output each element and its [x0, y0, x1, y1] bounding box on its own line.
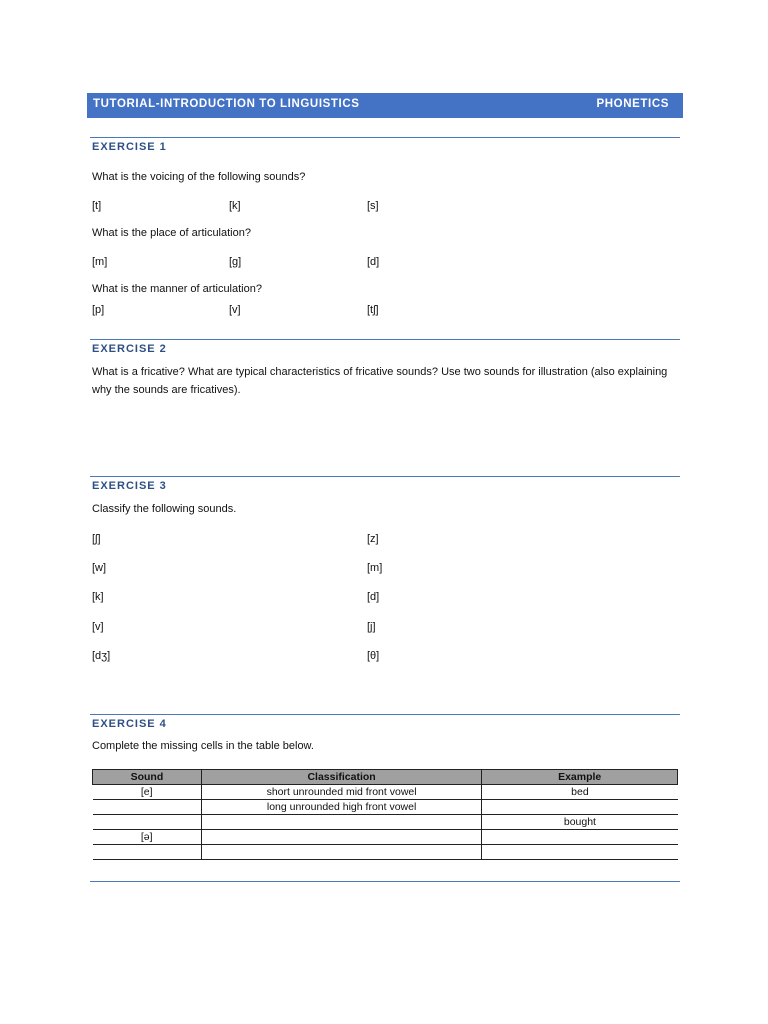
sound: [d] [367, 256, 380, 268]
sound: [m] [92, 256, 108, 268]
table-row [93, 800, 678, 815]
sound: [w] [92, 562, 107, 574]
table-header-row [93, 770, 678, 785]
exercise-1-question-place: What is the place of articulation? [92, 227, 251, 239]
divider [90, 339, 680, 340]
cell-sound[interactable] [93, 845, 202, 860]
cell-sound[interactable] [93, 815, 202, 830]
exercise-4-title: EXERCISE 4 [92, 718, 167, 730]
cell-example: bed [482, 785, 678, 800]
vowel-table [92, 769, 678, 860]
divider [90, 881, 680, 882]
cell-example[interactable] [482, 800, 678, 815]
cell-classification: short unrounded mid front vowel [201, 785, 482, 800]
exercise-4-instruction: Complete the missing cells in the table below. [92, 740, 314, 752]
table-row [93, 815, 678, 830]
sound: [k] [92, 591, 104, 603]
cell-example[interactable] [482, 845, 678, 860]
cell-classification[interactable] [201, 830, 482, 845]
sound: [g] [229, 256, 242, 268]
sound: [v] [229, 304, 241, 316]
cell-example[interactable] [482, 830, 678, 845]
divider [90, 476, 680, 477]
topic-title: PHONETICS [596, 98, 669, 110]
sound: [ʃ] [92, 533, 101, 545]
sound: [dʒ] [92, 650, 111, 662]
cell-sound[interactable] [93, 800, 202, 815]
exercise-3-instruction: Classify the following sounds. [92, 503, 237, 515]
cell-classification[interactable] [201, 815, 482, 830]
sound: [tʃ] [367, 304, 379, 316]
cell-classification[interactable] [201, 845, 482, 860]
sound: [s] [367, 200, 379, 212]
sound: [p] [92, 304, 105, 316]
sound: [j] [367, 621, 376, 633]
header-banner [87, 93, 683, 118]
exercise-2-text: What is a fricative? What are typical characteristics of fricative sounds? Use two sounds for illustration (also explaining why the sounds are fricatives). [92, 366, 668, 396]
sound: [m] [367, 562, 383, 574]
exercise-1-question-voicing: What is the voicing of the following sounds? [92, 171, 306, 183]
table-row [93, 830, 678, 845]
sound: [θ] [367, 650, 380, 662]
sound: [t] [92, 200, 102, 212]
sound: [z] [367, 533, 379, 545]
cell-sound: [ə] [93, 830, 202, 845]
sound: [k] [229, 200, 241, 212]
column-header-classification: Classification [201, 770, 482, 785]
exercise-3-title: EXERCISE 3 [92, 480, 167, 492]
exercise-1-question-manner: What is the manner of articulation? [92, 283, 262, 295]
cell-classification: long unrounded high front vowel [201, 800, 482, 815]
divider [90, 714, 680, 715]
sound: [v] [92, 621, 104, 633]
divider [90, 137, 680, 138]
table-row [93, 785, 678, 800]
table-row [93, 845, 678, 860]
exercise-2-title: EXERCISE 2 [92, 343, 167, 355]
cell-example: bought [482, 815, 678, 830]
course-title: TUTORIAL-INTRODUCTION TO LINGUISTICS [93, 98, 360, 110]
column-header-sound: Sound [93, 770, 202, 785]
exercise-1-title: EXERCISE 1 [92, 141, 167, 153]
cell-sound: [e] [93, 785, 202, 800]
column-header-example: Example [482, 770, 678, 785]
sound: [d] [367, 591, 380, 603]
